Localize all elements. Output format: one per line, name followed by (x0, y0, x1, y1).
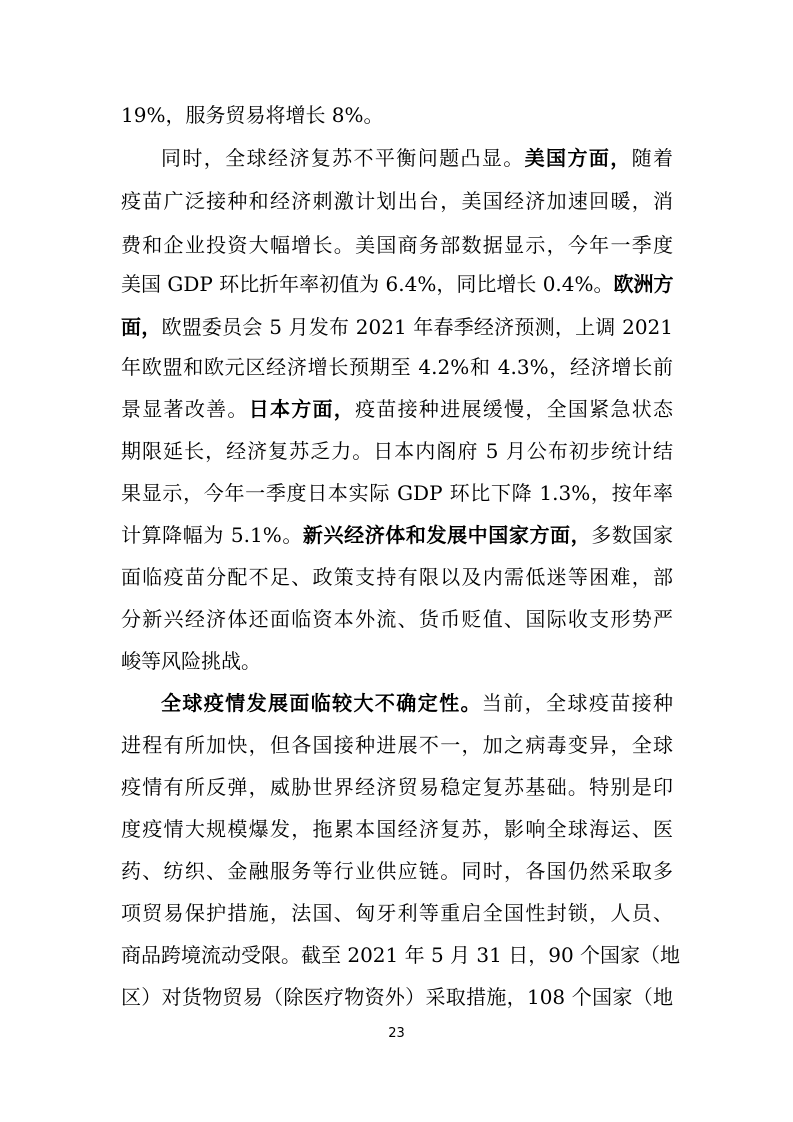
text-run: 区）对货物贸易（除医疗物资外）采取措施，108 个国家（地 (121, 985, 673, 1009)
bold-run: 新兴经济体和发展中国家方面， (302, 523, 592, 547)
text-line (121, 233, 673, 257)
text-run: 疫苗广泛接种和经济刺激计划出台，美国经济加速回暖，消 (121, 189, 673, 213)
text-line (121, 943, 681, 967)
text-run: 期限延长，经济复苏乏力。日本内阁府 5 月公布初步统计结 (121, 439, 673, 463)
text-run: 分新兴经济体还面临资本外流、货币贬值、国际收支形势严 (121, 607, 673, 631)
text-line (121, 103, 384, 127)
text-run: 欧盟委员会 5 月发布 2021 年春季经济预测，上调 2021 (161, 315, 674, 339)
text-line (121, 272, 673, 296)
text-run: 面临疫苗分配不足、政策支持有限以及内需低迷等困难，部 (121, 565, 673, 589)
text-run: 计算降幅为 5.1%。 (121, 523, 303, 547)
bold-run: 面， (121, 315, 162, 339)
text-line (121, 649, 261, 673)
bold-run: 欧洲方 (613, 272, 674, 296)
text-line (121, 523, 673, 547)
text-run: 疫苗接种进展缓慢，全国紧急状态 (355, 397, 674, 421)
text-run: 当前，全球疫苗接种 (481, 691, 674, 715)
text-line (121, 901, 673, 925)
text-run: 进程有所加快，但各国接种进展不一，加之病毒变异，全球 (121, 733, 673, 757)
text-run: 年欧盟和欧元区经济增长预期至 4.2%和 4.3%，经济增长前 (121, 355, 673, 379)
page-number: 23 (388, 1026, 405, 1041)
text-run: 峻等风险挑战。 (121, 649, 261, 673)
text-line (121, 775, 673, 799)
text-line (121, 565, 673, 589)
text-line (121, 315, 673, 339)
text-run: 度疫情大规模爆发，拖累本国经济复苏，影响全球海运、医 (121, 817, 673, 841)
text-line (121, 481, 673, 505)
text-line (121, 817, 673, 841)
text-run: 药、纺织、金融服务等行业供应链。同时，各国仍然采取多 (121, 859, 673, 883)
text-run: 商品跨境流动受限。截至 2021 年 5 月 31 日，90 个国家（地 (121, 943, 681, 967)
text-line (121, 439, 673, 463)
text-run: 随着 (631, 146, 674, 170)
bold-run: 日本方面， (248, 397, 356, 421)
text-line (121, 189, 673, 213)
text-line (121, 985, 673, 1009)
text-run: 美国 GDP 环比折年率初值为 6.4%，同比增长 0.4%。 (121, 272, 614, 296)
text-run: 多数国家 (591, 523, 674, 547)
text-line (121, 355, 673, 379)
text-run: 景显著改善。 (121, 397, 249, 421)
text-run: 疫情有所反弹，威胁世界经济贸易稳定复苏基础。特别是印 (121, 775, 673, 799)
text-run: 项贸易保护措施，法国、匈牙利等重启全国性封锁，人员、 (121, 901, 673, 925)
bold-run: 全球疫情发展面临较大不确定性。 (161, 691, 482, 715)
text-run: 果显示，今年一季度日本实际 GDP 环比下降 1.3%，按年率 (121, 481, 673, 505)
text-line (121, 733, 673, 757)
text-run: 19%，服务贸易将增长 8%。 (121, 103, 384, 127)
text-run: 同时，全球经济复苏不平衡问题凸显。 (161, 146, 525, 170)
text-line (121, 607, 673, 631)
text-line (161, 691, 673, 715)
text-line (161, 146, 673, 170)
text-line (121, 397, 673, 421)
text-line (121, 859, 673, 883)
bold-run: 美国方面， (524, 146, 632, 170)
text-run: 费和企业投资大幅增长。美国商务部数据显示，今年一季度 (121, 233, 673, 257)
